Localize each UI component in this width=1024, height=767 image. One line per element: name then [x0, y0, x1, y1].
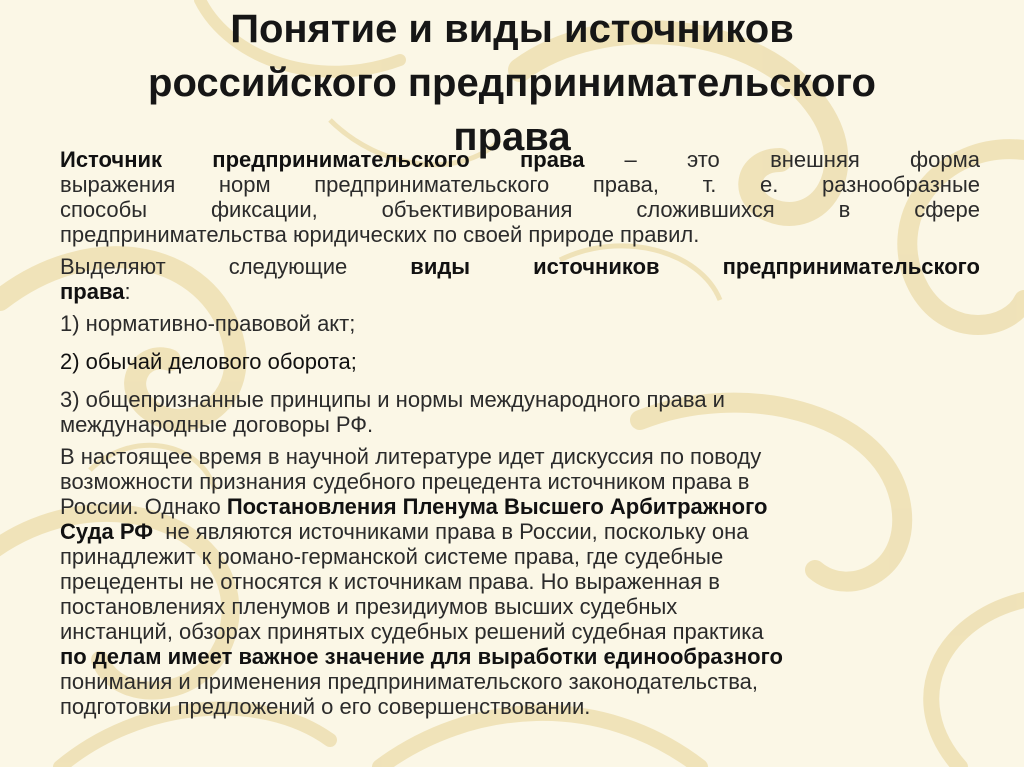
- slide-title-line-1: Понятие и виды источников: [230, 7, 794, 51]
- list-item-3: [60, 387, 980, 437]
- precedent-line-7: постановлениях пленумов и президиумов высших судебных: [60, 594, 678, 619]
- list-item-3-line-2: международные договоры РФ.: [60, 412, 374, 437]
- precedent-line-3-text: России. Однако: [60, 494, 221, 519]
- definition-line-4: предпринимательства юридических по своей природе правил.: [60, 222, 700, 247]
- precedent-paragraph: [60, 444, 980, 719]
- precedent-line-4: [60, 519, 980, 544]
- definition-line-1: [60, 147, 980, 172]
- precedent-line-3: [60, 494, 980, 519]
- precedent-line-2: возможности признания судебного прецедента источником права в: [60, 469, 750, 494]
- definition-line-2: выражения норм предпринимательского права, т. е. разнообразные: [60, 172, 980, 197]
- types-intro-colon: :: [124, 279, 131, 304]
- slide-title-line-3: права: [453, 115, 571, 159]
- precedent-line-6: прецеденты не относятся к источникам права. Но выраженная в: [60, 569, 720, 594]
- precedent-line-4-bold: Суда РФ: [60, 519, 154, 544]
- precedent-line-9-bold: по делам имеет важное значение для выработки единообразного: [60, 644, 783, 669]
- list-item-2: [60, 349, 980, 374]
- slide-title: [60, 2, 964, 164]
- precedent-line-4-text: не являются источниками права в России, поскольку она: [165, 519, 749, 544]
- list-item-3-line-1: 3) общепризнанные принципы и нормы международного права и: [60, 387, 725, 412]
- slide-title-line-2: российского предпринимательского: [148, 61, 876, 105]
- list-item-1-text: 1) нормативно-правовой акт;: [60, 311, 356, 336]
- precedent-line-3-bold: Постановления Пленума Высшего Арбитражного: [226, 494, 768, 519]
- precedent-line-1: В настоящее время в научной литературе идет дискуссия по поводу: [60, 444, 762, 469]
- precedent-line-5: принадлежит к романо-германской системе права, где судебные: [60, 544, 724, 569]
- list-item-1: [60, 311, 980, 336]
- definition-line-1-text: – это внешняя форма: [624, 147, 980, 172]
- types-intro-paragraph: [60, 254, 980, 304]
- definition-line-3: способы фиксации, объективирования сложившихся в сфере: [60, 197, 980, 222]
- list-item-2-text: 2) обычай делового оборота;: [60, 349, 357, 374]
- precedent-line-9: [60, 644, 980, 669]
- types-intro-bold-2: права: [60, 279, 125, 304]
- definition-term: Источник предпринимательского права: [60, 147, 585, 172]
- types-intro-line-2: [60, 279, 980, 304]
- types-intro-text: Выделяют следующие: [60, 254, 348, 279]
- types-intro-line-1: [60, 254, 980, 279]
- precedent-line-8: инстанций, обзорах принятых судебных решений судебная практика: [60, 619, 764, 644]
- precedent-line-11: подготовки предложений о его совершенствовании.: [60, 694, 591, 719]
- types-intro-bold: виды источников предпринимательского: [410, 254, 980, 279]
- precedent-line-10: понимания и применения предпринимательского законодательства,: [60, 669, 758, 694]
- definition-paragraph: [60, 147, 980, 247]
- slide-body: [60, 147, 980, 719]
